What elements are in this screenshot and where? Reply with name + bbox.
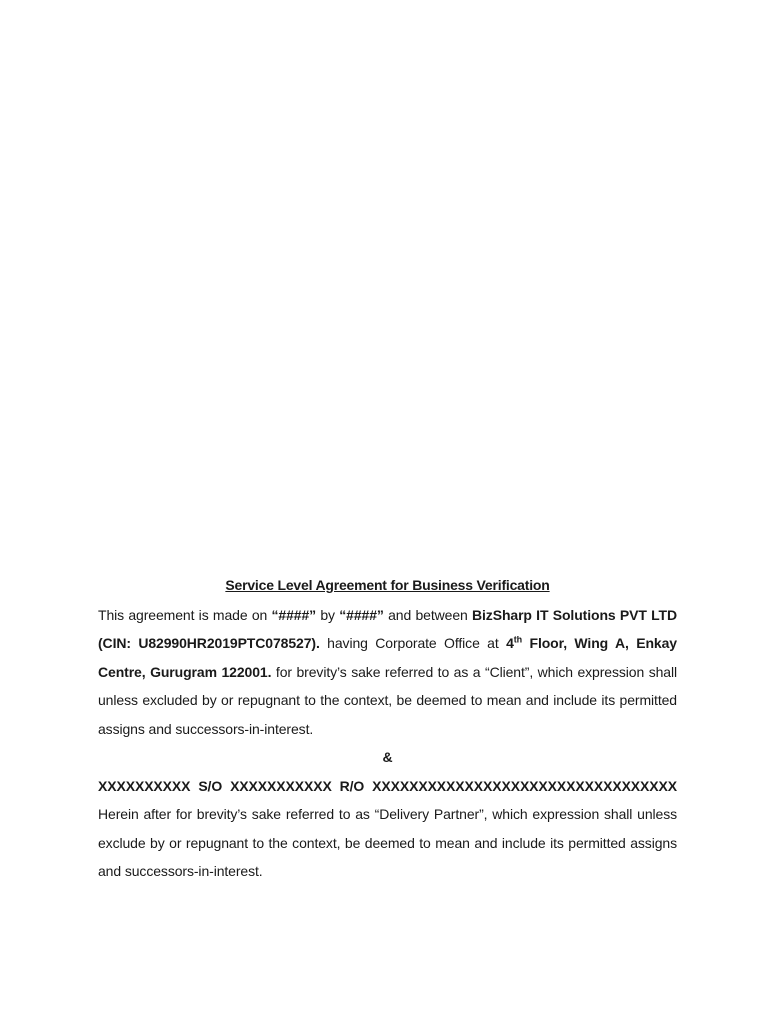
document-title: Service Level Agreement for Business Verification [225, 577, 550, 593]
agreement-by-placeholder: “####” [339, 607, 384, 623]
agreement-date-placeholder: “####” [271, 607, 317, 623]
paragraph-text: This agreement is made on [98, 607, 272, 623]
paragraph-text: having Corporate Office at [319, 635, 507, 652]
floor-ordinal-suffix: th [513, 634, 523, 645]
paragraph-text: Herein after for brevity’s sake referred to as “Delivery Partner”, which expression shall unless exclude by or repugnant to the context, be deemed to mean and include its permitted assigns and successors-in-interest. [98, 806, 677, 880]
document-body [98, 575, 677, 886]
paragraph-text: and between [383, 607, 472, 623]
floor-number: 4 [506, 635, 514, 652]
agreement-paragraph-client [98, 601, 677, 743]
agreement-paragraph-partner [98, 772, 677, 886]
paragraph-text: for brevity’s sake referred to as a “Client”, which expression shall unless excluded by or repugnant to the context, be deemed to mean and include its permitted assigns and successors-in-interest. [98, 663, 677, 737]
paragraph-text: by [316, 607, 340, 623]
client-address: Floor, Wing A, Enkay Centre, Gurugram 122001. [98, 635, 677, 680]
client-company-name: BizSharp IT Solutions PVT LTD (CIN: U82990HR2019PTC078527). [98, 607, 678, 652]
delivery-partner-details: XXXXXXXXXX S/O XXXXXXXXXXX R/O XXXXXXXXXXXXXXXXXXXXXXXXXXXXXXXXX [98, 778, 677, 795]
party-separator: & [382, 749, 393, 766]
